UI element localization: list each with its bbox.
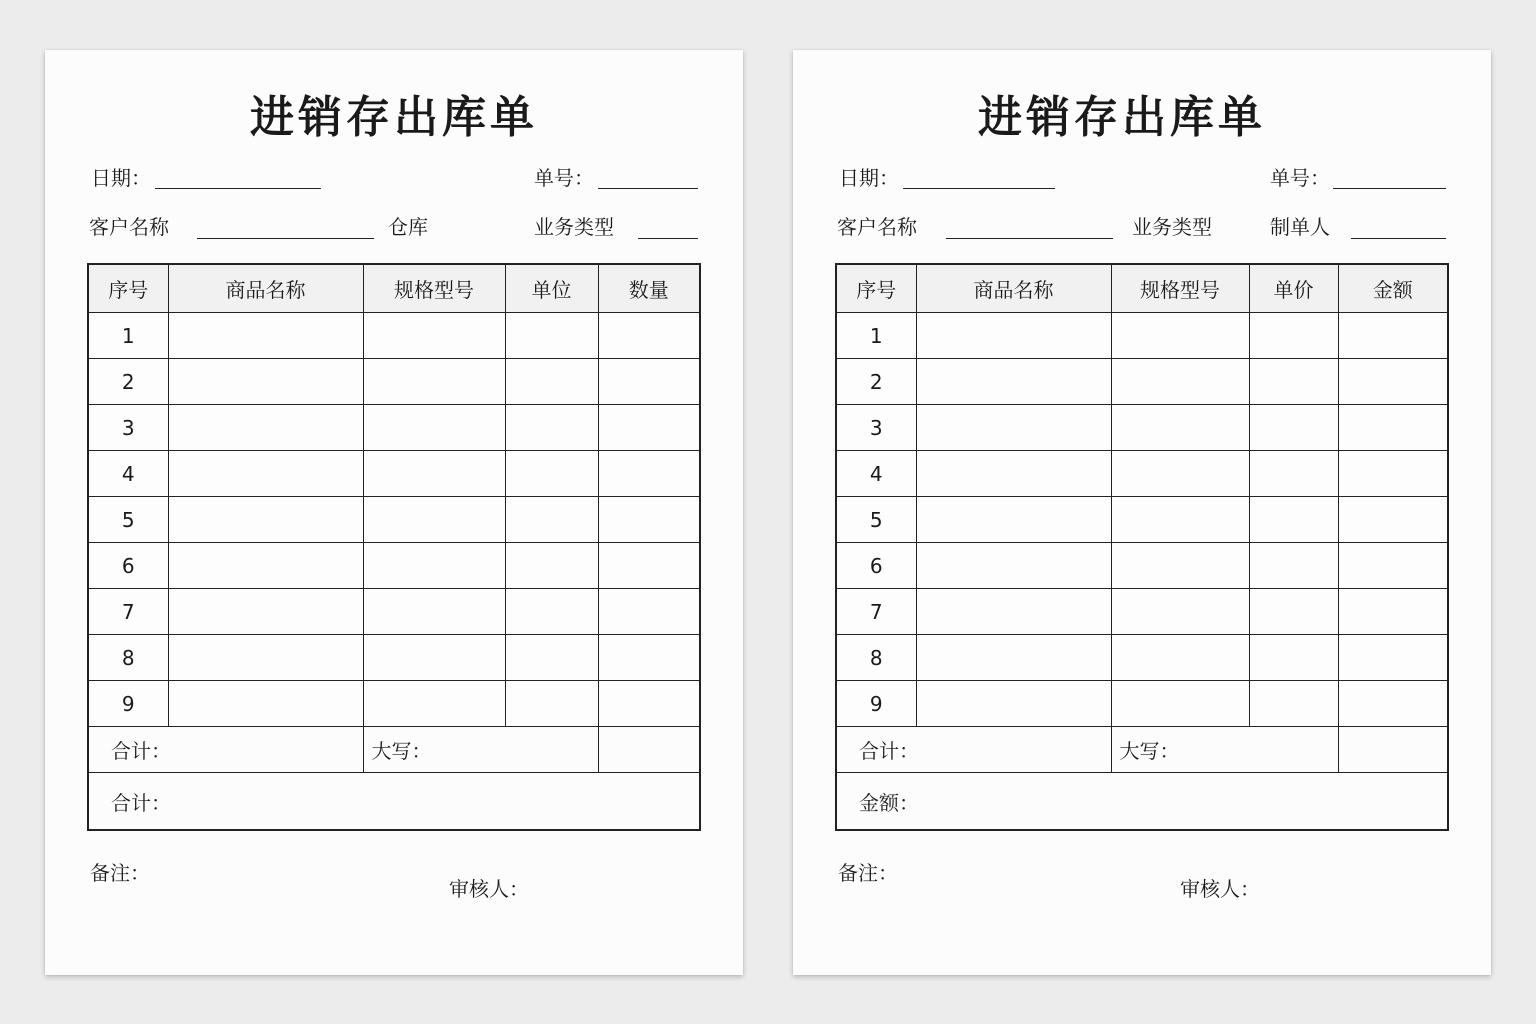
table-header-row: [836, 264, 1448, 313]
order-number-label: 单号：: [534, 166, 594, 190]
table-cell[interactable]: [1111, 405, 1249, 451]
business-type-label: 业务类型: [534, 215, 614, 239]
row-index-cell: 4: [836, 451, 916, 497]
row-index-cell: 8: [88, 635, 168, 681]
col-header-quantity: 数量: [598, 264, 700, 313]
row-index-cell: 7: [836, 589, 916, 635]
table-row: [88, 497, 700, 543]
table-cell[interactable]: [505, 681, 598, 727]
row-index-cell: 7: [88, 589, 168, 635]
col-header-unit: 单位: [505, 264, 598, 313]
table-cell[interactable]: [505, 313, 598, 359]
table-cell[interactable]: [916, 497, 1111, 543]
table-cell[interactable]: [505, 451, 598, 497]
table-cell[interactable]: [363, 635, 505, 681]
table-cell[interactable]: [1249, 497, 1338, 543]
date-field[interactable]: [903, 188, 1055, 189]
table-cell[interactable]: [1249, 543, 1338, 589]
customer-name-field[interactable]: [946, 238, 1113, 239]
table-cell[interactable]: [598, 451, 700, 497]
table-cell[interactable]: [916, 589, 1111, 635]
table-row: [88, 681, 700, 727]
table-cell[interactable]: [1338, 405, 1448, 451]
table-cell[interactable]: [168, 359, 363, 405]
table-cell[interactable]: [363, 497, 505, 543]
table-row: [88, 313, 700, 359]
creator-label: 制单人: [1270, 215, 1330, 239]
col-header-product-name: 商品名称: [916, 264, 1111, 313]
table-cell[interactable]: [1338, 451, 1448, 497]
row-index-cell: 6: [836, 543, 916, 589]
table-cell[interactable]: [1111, 313, 1249, 359]
row-index-cell: 2: [88, 359, 168, 405]
date-label: 日期：: [839, 166, 899, 190]
row-index-cell: 6: [88, 543, 168, 589]
table-row: [88, 543, 700, 589]
table-cell[interactable]: [363, 451, 505, 497]
business-type-label: 业务类型: [1132, 215, 1212, 239]
table-cell[interactable]: [363, 681, 505, 727]
table-cell[interactable]: [505, 635, 598, 681]
customer-name-field[interactable]: [197, 238, 374, 239]
col-header-index: 序号: [88, 264, 168, 313]
table-cell[interactable]: [168, 681, 363, 727]
table-cell[interactable]: [363, 313, 505, 359]
table-cell[interactable]: [1338, 497, 1448, 543]
col-header-index: 序号: [836, 264, 916, 313]
row-index-cell: 3: [88, 405, 168, 451]
capital-amount-label: 大写：: [1111, 727, 1338, 773]
table-cell[interactable]: [598, 405, 700, 451]
order-number-field[interactable]: [598, 188, 698, 189]
outbound-form-sheet-1: [45, 50, 743, 975]
total-label: 合计：: [88, 773, 700, 831]
table-cell[interactable]: [168, 635, 363, 681]
subtotal-row: [88, 727, 700, 773]
table-cell[interactable]: [505, 497, 598, 543]
total-row: [836, 773, 1448, 831]
creator-field[interactable]: [1351, 238, 1446, 239]
subtotal-cell[interactable]: [598, 727, 700, 773]
row-index-cell: 8: [836, 635, 916, 681]
table-cell[interactable]: [1111, 497, 1249, 543]
table-cell[interactable]: [363, 589, 505, 635]
table-cell[interactable]: [1338, 543, 1448, 589]
table-row: [836, 405, 1448, 451]
order-number-field[interactable]: [1333, 188, 1446, 189]
table-header-row: [88, 264, 700, 313]
table-row: [88, 405, 700, 451]
capital-amount-label: 大写：: [363, 727, 598, 773]
date-field[interactable]: [155, 188, 321, 189]
table-cell[interactable]: [1111, 589, 1249, 635]
table-cell[interactable]: [363, 405, 505, 451]
table-cell[interactable]: [1338, 589, 1448, 635]
table-cell[interactable]: [916, 451, 1111, 497]
table-cell[interactable]: [168, 451, 363, 497]
table-cell[interactable]: [1111, 543, 1249, 589]
subtotal-label: 合计：: [836, 727, 1111, 773]
col-header-amount: 金额: [1338, 264, 1448, 313]
table-cell[interactable]: [1249, 313, 1338, 359]
table-cell[interactable]: [1249, 589, 1338, 635]
col-header-spec-model: 规格型号: [363, 264, 505, 313]
table-row: [836, 359, 1448, 405]
table-row: [88, 635, 700, 681]
order-number-label: 单号：: [1270, 166, 1330, 190]
note-label: 备注：: [90, 861, 150, 885]
goods-table: [87, 263, 701, 831]
customer-name-label: 客户名称: [89, 215, 169, 239]
reviewer-label: 审核人：: [449, 877, 529, 901]
table-row: [836, 589, 1448, 635]
table-cell[interactable]: [1249, 359, 1338, 405]
table-row: [88, 589, 700, 635]
table-cell[interactable]: [1338, 313, 1448, 359]
table-row: [836, 451, 1448, 497]
table-cell[interactable]: [168, 313, 363, 359]
table-row: [836, 313, 1448, 359]
row-index-cell: 9: [88, 681, 168, 727]
table-cell[interactable]: [168, 497, 363, 543]
table-cell[interactable]: [1249, 451, 1338, 497]
total-amount-label: 金额：: [836, 773, 1448, 831]
goods-table: [835, 263, 1449, 831]
table-row: [836, 635, 1448, 681]
row-index-cell: 1: [836, 313, 916, 359]
table-cell[interactable]: [168, 589, 363, 635]
table-cell[interactable]: [598, 359, 700, 405]
subtotal-row: [836, 727, 1448, 773]
table-cell[interactable]: [598, 681, 700, 727]
reviewer-label: 审核人：: [1180, 877, 1260, 901]
row-index-cell: 1: [88, 313, 168, 359]
table-cell[interactable]: [1249, 405, 1338, 451]
table-row: [836, 497, 1448, 543]
row-index-cell: 5: [836, 497, 916, 543]
table-cell[interactable]: [1111, 359, 1249, 405]
table-cell[interactable]: [168, 543, 363, 589]
table-cell[interactable]: [1111, 451, 1249, 497]
form-title: 进销存出库单: [250, 92, 538, 143]
table-cell[interactable]: [916, 635, 1111, 681]
table-cell[interactable]: [598, 589, 700, 635]
table-cell[interactable]: [916, 313, 1111, 359]
table-cell[interactable]: [1111, 635, 1249, 681]
table-cell[interactable]: [505, 405, 598, 451]
table-row: [836, 681, 1448, 727]
table-cell[interactable]: [1111, 681, 1249, 727]
table-cell[interactable]: [1338, 681, 1448, 727]
row-index-cell: 9: [836, 681, 916, 727]
table-cell[interactable]: [916, 681, 1111, 727]
col-header-product-name: 商品名称: [168, 264, 363, 313]
row-index-cell: 2: [836, 359, 916, 405]
table-cell[interactable]: [916, 359, 1111, 405]
table-cell[interactable]: [1338, 359, 1448, 405]
table-row: [836, 543, 1448, 589]
date-label: 日期：: [91, 166, 151, 190]
table-cell[interactable]: [363, 543, 505, 589]
row-index-cell: 4: [88, 451, 168, 497]
note-label: 备注：: [838, 861, 898, 885]
table-cell[interactable]: [598, 497, 700, 543]
subtotal-cell[interactable]: [1338, 727, 1448, 773]
table-cell[interactable]: [505, 359, 598, 405]
outbound-form-sheet-2: [793, 50, 1491, 975]
table-cell[interactable]: [168, 405, 363, 451]
table-cell[interactable]: [505, 589, 598, 635]
col-header-unit-price: 单价: [1249, 264, 1338, 313]
table-cell[interactable]: [598, 313, 700, 359]
table-cell[interactable]: [1249, 635, 1338, 681]
table-row: [88, 359, 700, 405]
table-cell[interactable]: [916, 405, 1111, 451]
table-cell[interactable]: [505, 543, 598, 589]
table-cell[interactable]: [598, 635, 700, 681]
table-cell[interactable]: [598, 543, 700, 589]
subtotal-label: 合计：: [88, 727, 363, 773]
table-cell[interactable]: [1249, 681, 1338, 727]
table-cell[interactable]: [1338, 635, 1448, 681]
customer-name-label: 客户名称: [837, 215, 917, 239]
table-cell[interactable]: [916, 543, 1111, 589]
warehouse-label: 仓库: [388, 215, 428, 239]
form-title: 进销存出库单: [978, 92, 1266, 143]
row-index-cell: 3: [836, 405, 916, 451]
row-index-cell: 5: [88, 497, 168, 543]
business-type-field[interactable]: [638, 238, 698, 239]
total-row: [88, 773, 700, 831]
table-row: [88, 451, 700, 497]
col-header-spec-model: 规格型号: [1111, 264, 1249, 313]
table-cell[interactable]: [363, 359, 505, 405]
